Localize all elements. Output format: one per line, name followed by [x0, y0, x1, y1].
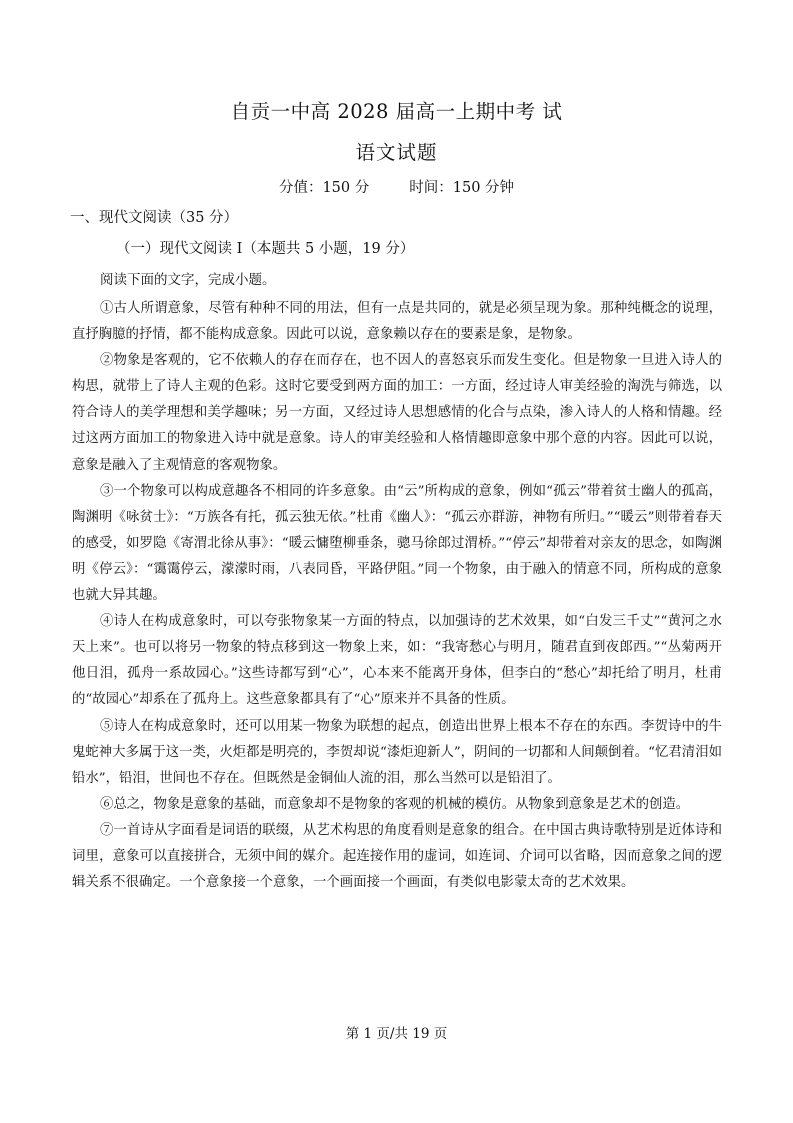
exam-meta [0, 176, 793, 200]
page-number: 第 1 页/共 19 页 [345, 1026, 448, 1042]
exam-subtitle: 语文试题 [355, 141, 438, 164]
passage-paragraph-4: ④诗人在构成意象时，可以夸张物象某一方面的特点，以加强诗的艺术效果，如“白发三千丈”“黄河之水天上来”。也可以将另一物象的特点移到这一物象上来，如：“我寄愁心与明月，随君直到夜郎西。”“丛菊两开他日泪，孤舟一系故园心。”这些诗都写到“心”，心本来不能离开身体，但李白的“愁心”却托给了明月，杜甫的“故园心”却系在了孤舟上。这些意象都具有了“心”原来并不具备的性质。 [72, 614, 722, 708]
passage-paragraph-1: ①古人所谓意象，尽管有种种不同的用法，但有一点是共同的，就是必须呈现为象。那种纯概念的说理，直抒胸臆的抒情，都不能构成意象。因此可以说，意象赖以存在的要素是象，是物象。 [72, 301, 722, 343]
passage-paragraph-5: ⑤诗人在构成意象时，还可以用某一物象为联想的起点，创造出世界上根本不存在的东西。李贺诗中的牛鬼蛇神大多属于这一类，火炬都是明亮的，李贺却说“漆炬迎新人”，阴间的一切都和人间颠倒着。“忆君清泪如铅水”，铅泪，世间也不存在。但既然是金铜仙人流的泪，那么当然可以是铅泪了。 [72, 718, 722, 786]
section-heading: 一、现代文阅读（35 分） [70, 210, 239, 226]
reading-instruction: 阅读下面的文字，完成小题。 [100, 272, 276, 288]
passage-paragraph-6: ⑥总之，物象是意象的基础，而意象却不是物象的客观的机械的模仿。从物象到意象是艺术的创造。 [100, 796, 690, 812]
passage-paragraph-3: ③一个物象可以构成意趣各不相同的许多意象。由“云”所构成的意象，例如“孤云”带着贫士幽人的孤高，陶渊明《咏贫士》：“万族各有托，孤云独无依。”杜甫《幽人》：“孤云亦群游，神物有所归。”“暖云”则带着春天的感受，如罗隐《寄渭北徐从事》：“暖云慵堕柳垂条，骢马徐郎过渭桥。”“停云”却带着对亲友的思念，如陶渊明《停云》：“霭霭停云，濛濛时雨，八表同昏，平路伊阻。”同一个物象，由于融入的情意不同，所构成的意象也就大异其趣。 [72, 483, 722, 604]
subsection-heading: （一）现代文阅读 I（本题共 5 小题，19 分） [116, 241, 415, 257]
time-label: 时间：150 分钟 [409, 180, 515, 196]
passage-paragraph-2: ②物象是客观的，它不依赖人的存在而存在，也不因人的喜怒哀乐而发生变化。但是物象一旦进入诗人的构思，就带上了诗人主观的色彩。这时它要受到两方面的加工：一方面，经过诗人审美经验的淘洗与筛选，以符合诗人的美学理想和美学趣味；另一方面，又经过诗人思想感情的化合与点染，渗入诗人的人格和情趣。经过这两方面加工的物象进入诗中就是意象。诗人的审美经验和人格情趣即意象中那个意的内容。因此可以说，意象是融入了主观情意的客观物象。 [72, 353, 722, 473]
exam-title: 自贡一中高 2028 届高一上期中考 试 [230, 100, 563, 123]
passage-paragraph-7: ⑦一首诗从字面看是词语的联缀，从艺术构思的角度看则是意象的组合。在中国古典诗歌特别是近体诗和词里，意象可以直接拼合，无须中间的媒介。起连接作用的虚词，如连词、介词可以省略，因而意象之间的逻辑关系不很确定。一个意象接一个意象，一个画面接一个画面，有类似电影蒙太奇的艺术效果。 [72, 822, 722, 891]
score-label: 分值：150 分 [278, 180, 370, 196]
passage-body [72, 296, 722, 896]
